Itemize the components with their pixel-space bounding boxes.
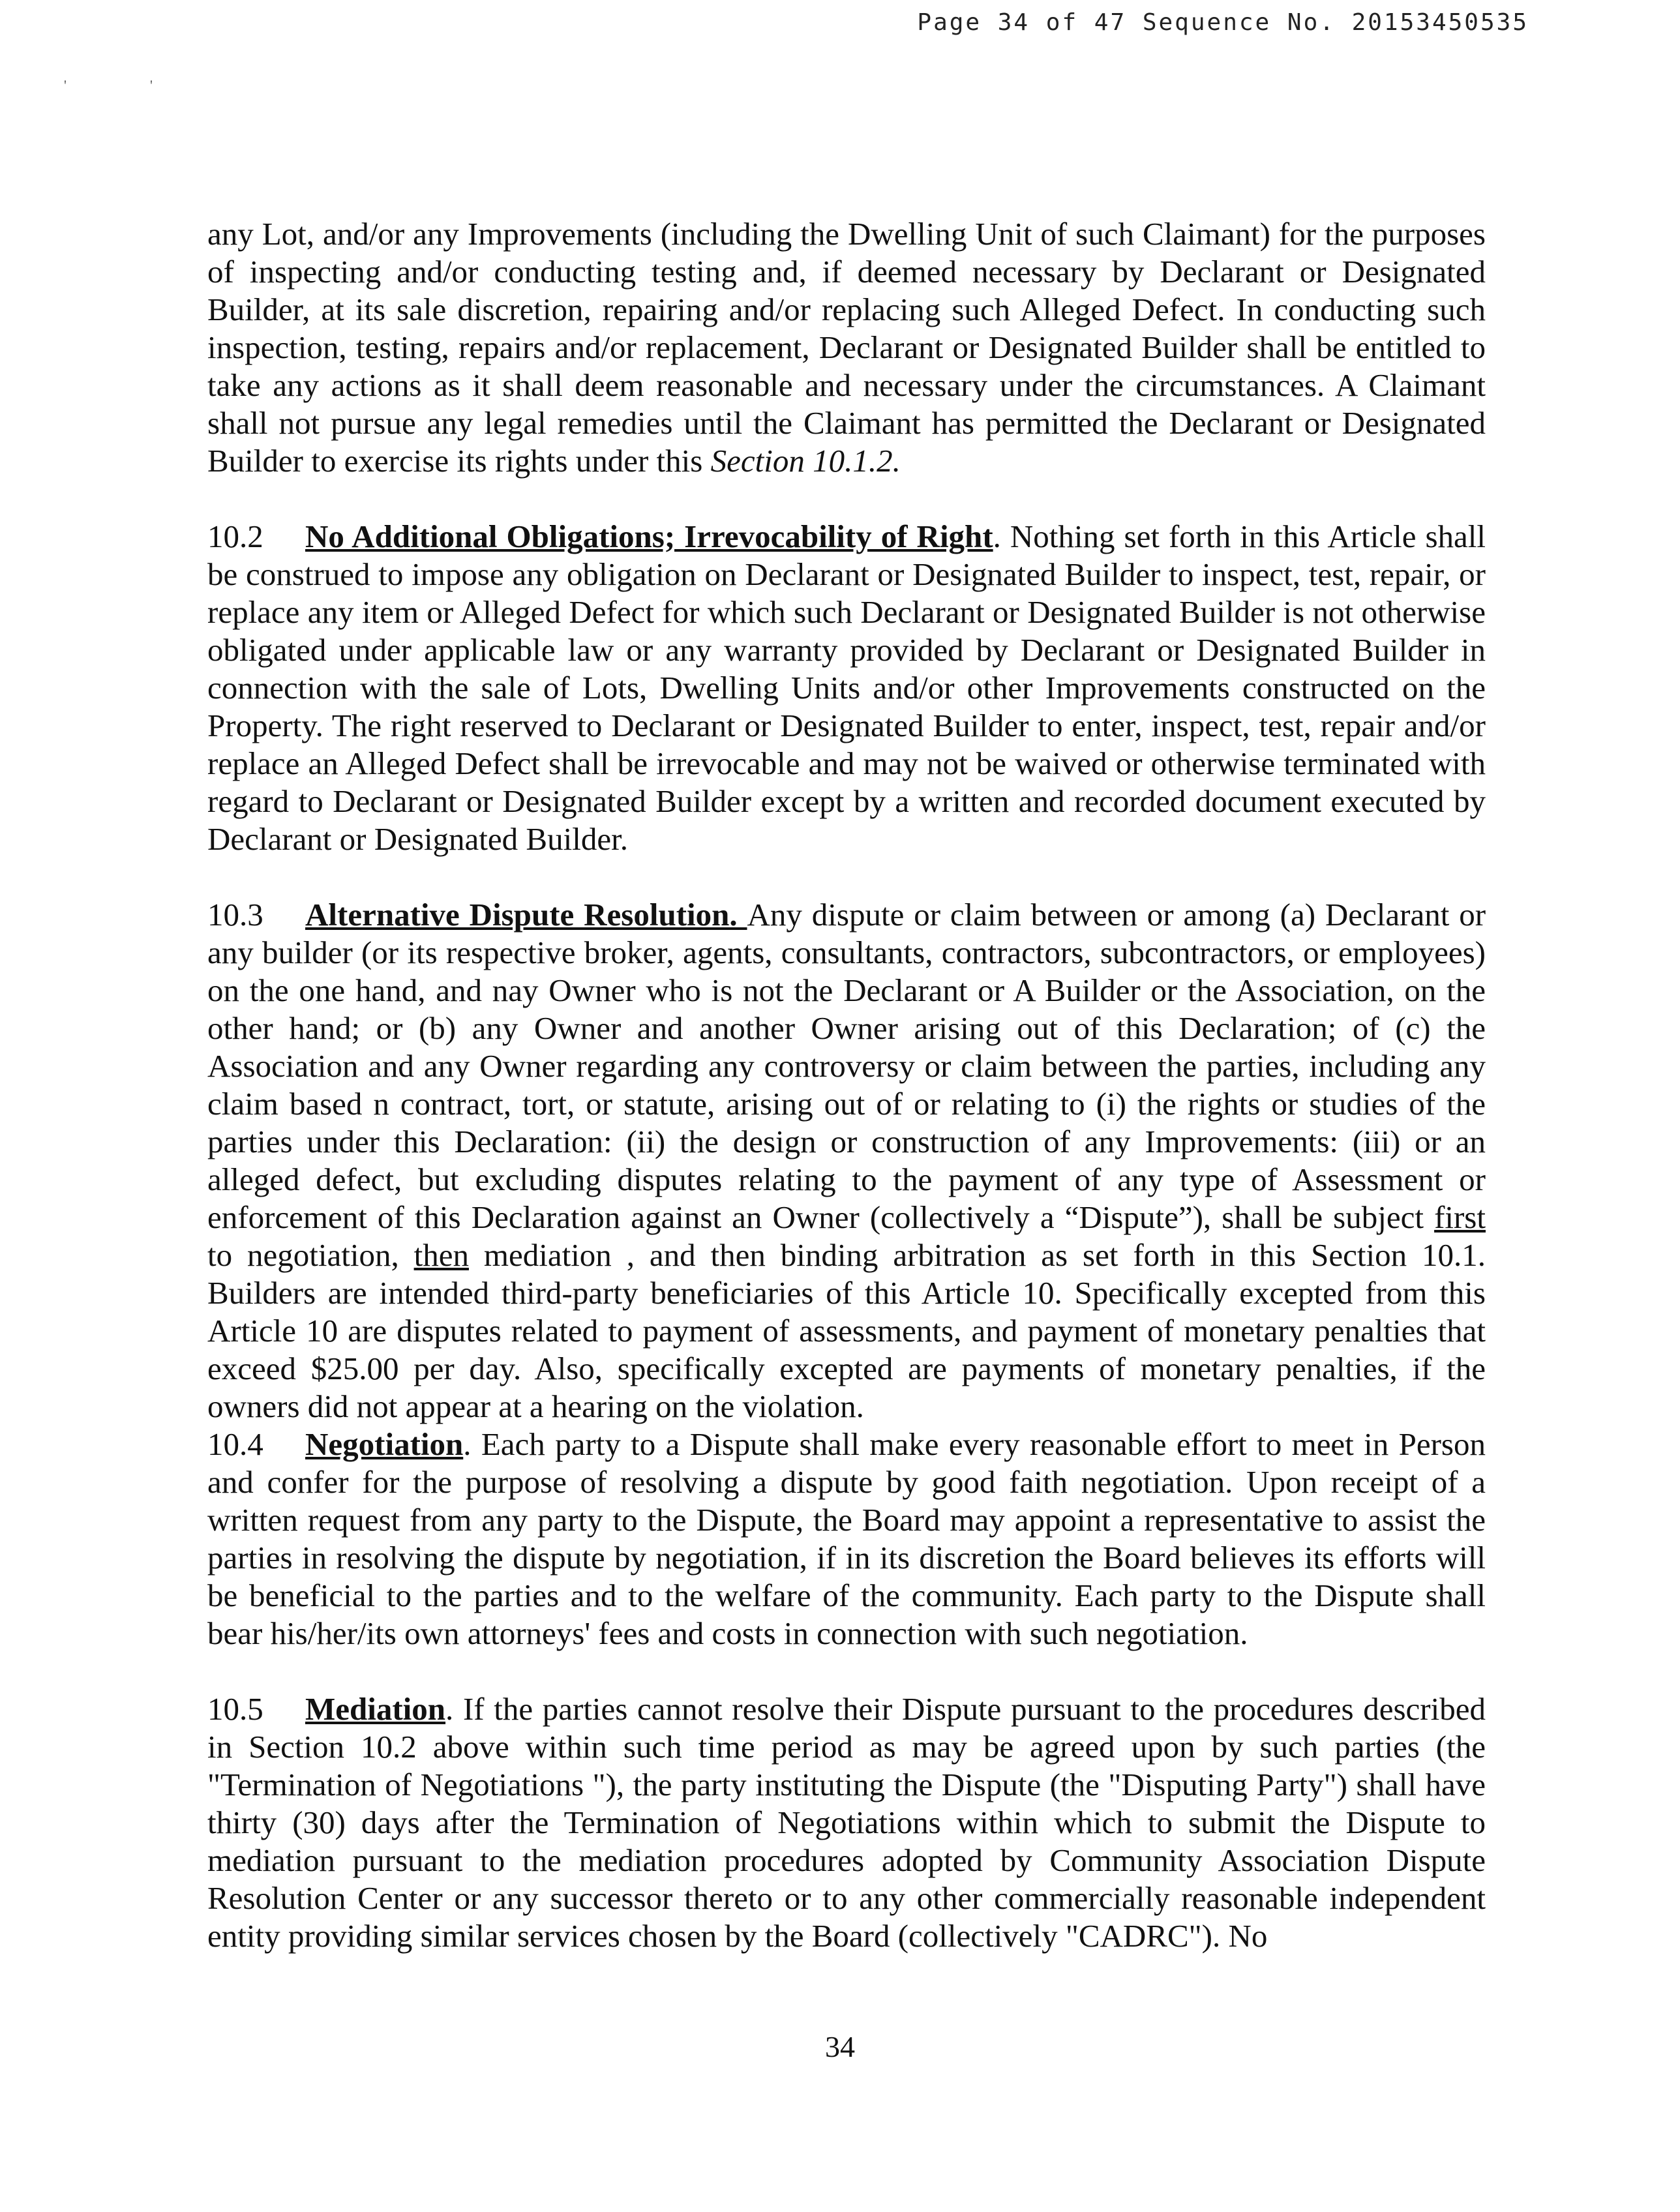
paragraph-text: any Lot, and/or any Improvements (including the Dwelling Unit of such Claimant) for the purposes of inspecting and/or conducting testing and, if deemed necessary by Declarant or Designated Builder, at its sale discretion, repairing and/or replacing such Alleged Defect. In conducting such inspection, testing, repairs and/or replacement, Declarant or Designated Builder shall be entitled to take any actions as it shall deem reasonable and necessary under the circumstances. A Claimant shall not pursue any legal remedies until the Claimant has permitted the Declarant or Designated Builder to exercise its rights under this	[207, 216, 1486, 479]
section-heading: Negotiation	[305, 1426, 464, 1462]
section-10-4	[207, 1426, 1486, 1652]
section-text: Any dispute or claim between or among (a) Declarant or any builder (or its respective broker, agents, consultants, contractors, subcontractors, or employees) on the one hand, and nay Owner who is not the Declarant or A Builder or the Association, on the other hand; or (b) any Owner and another Owner arising out of this Declaration; of (c) the Association and any Owner regarding any controversy or claim between the parties, including any claim based n contract, tort, or statute, arising out of or relating to (i) the rights or studies of the parties under this Declaration: (ii) the design or construction of any Improvements: (iii) or an alleged defect, but excluding disputes relating to the payment of any type of Assessment or enforcement of this Declaration against an Owner (collectively a “Dispute”), shall be subject	[207, 897, 1486, 1235]
underlined-word-then: then	[413, 1237, 469, 1273]
section-heading: No Additional Obligations; Irrevocability of Right	[305, 518, 993, 554]
section-10-3	[207, 896, 1486, 1426]
section-text: mediation , and then binding arbitration as set forth in this Section 10.1. Builders are intended third-party beneficiaries of this Article 10. Specifically excepted from this Article 10 are disputes related to payment of assessments, and payment of monetary penalties that exceed $25.00 per day. Also, specifically excepted are payments of monetary penalties, if the owners did not appear at a hearing on the violation.	[207, 1237, 1486, 1424]
section-10-2	[207, 518, 1486, 858]
section-number: 10.5	[207, 1691, 263, 1727]
scan-marks	[64, 77, 236, 94]
section-reference: Section 10.1.2.	[710, 443, 901, 479]
scan-mark: '	[64, 77, 67, 93]
underlined-word-first: first	[1434, 1199, 1486, 1235]
section-text: If the parties cannot resolve their Dispute pursuant to the procedures described in Section 10.2 above within such time period as may be agreed upon by such parties (the "Termination of Negotiations "), the party instituting the Dispute (the "Disputing Party") shall have thirty (30) days after the Termination of Negotiations within which to submit the Dispute to mediation pursuant to the mediation procedures adopted by Community Association Dispute Resolution Center or any successor thereto or to any other commercially reasonable independent entity providing similar services chosen by the Board (collectively "CADRC"). No	[207, 1691, 1486, 1954]
heading-punctuation: .	[463, 1426, 472, 1462]
paragraph-continuation	[207, 215, 1486, 480]
section-text: Nothing set forth in this Article shall be construed to impose any obligation on Declarant or Designated Builder to inspect, test, repair, or replace any item or Alleged Defect for which such Declarant or Designated Builder is not otherwise obligated under applicable law or any warranty provided by Declarant or Designated Builder in connection with the sale of Lots, Dwelling Units and/or other Improvements constructed on the Property. The right reserved to Declarant or Designated Builder to enter, inspect, test, repair and/or replace an Alleged Defect shall be irrevocable and may not be waived or otherwise terminated with regard to Declarant or Designated Builder except by a written and recorded document executed by Declarant or Designated Builder.	[207, 518, 1486, 857]
page-number: 34	[825, 2030, 855, 2063]
scan-mark: '	[149, 77, 153, 93]
section-number: 10.4	[207, 1426, 263, 1462]
page-sequence-stamp: Page 34 of 47 Sequence No. 20153450535	[917, 9, 1529, 36]
heading-punctuation: .	[445, 1691, 454, 1727]
section-number: 10.2	[207, 518, 263, 554]
section-text: Each party to a Dispute shall make every reasonable effort to meet in Person and confer for the purpose of resolving a dispute by good faith negotiation. Upon receipt of a written request from any party to the Dispute, the Board may appoint a representative to assist the parties in resolving the dispute by negotiation, if in its discretion the Board believes its efforts will be beneficial to the parties and to the welfare of the community. Each party to the Dispute shall bear his/her/its own attorneys' fees and costs in connection with such negotiation.	[207, 1426, 1486, 1651]
section-text: to negotiation,	[207, 1237, 414, 1273]
section-number: 10.3	[207, 897, 263, 933]
section-heading: Mediation	[305, 1691, 446, 1727]
document-body	[207, 215, 1486, 1955]
section-heading: Alternative Dispute Resolution.	[305, 897, 747, 933]
heading-punctuation: .	[993, 518, 1001, 554]
section-10-5	[207, 1690, 1486, 1955]
